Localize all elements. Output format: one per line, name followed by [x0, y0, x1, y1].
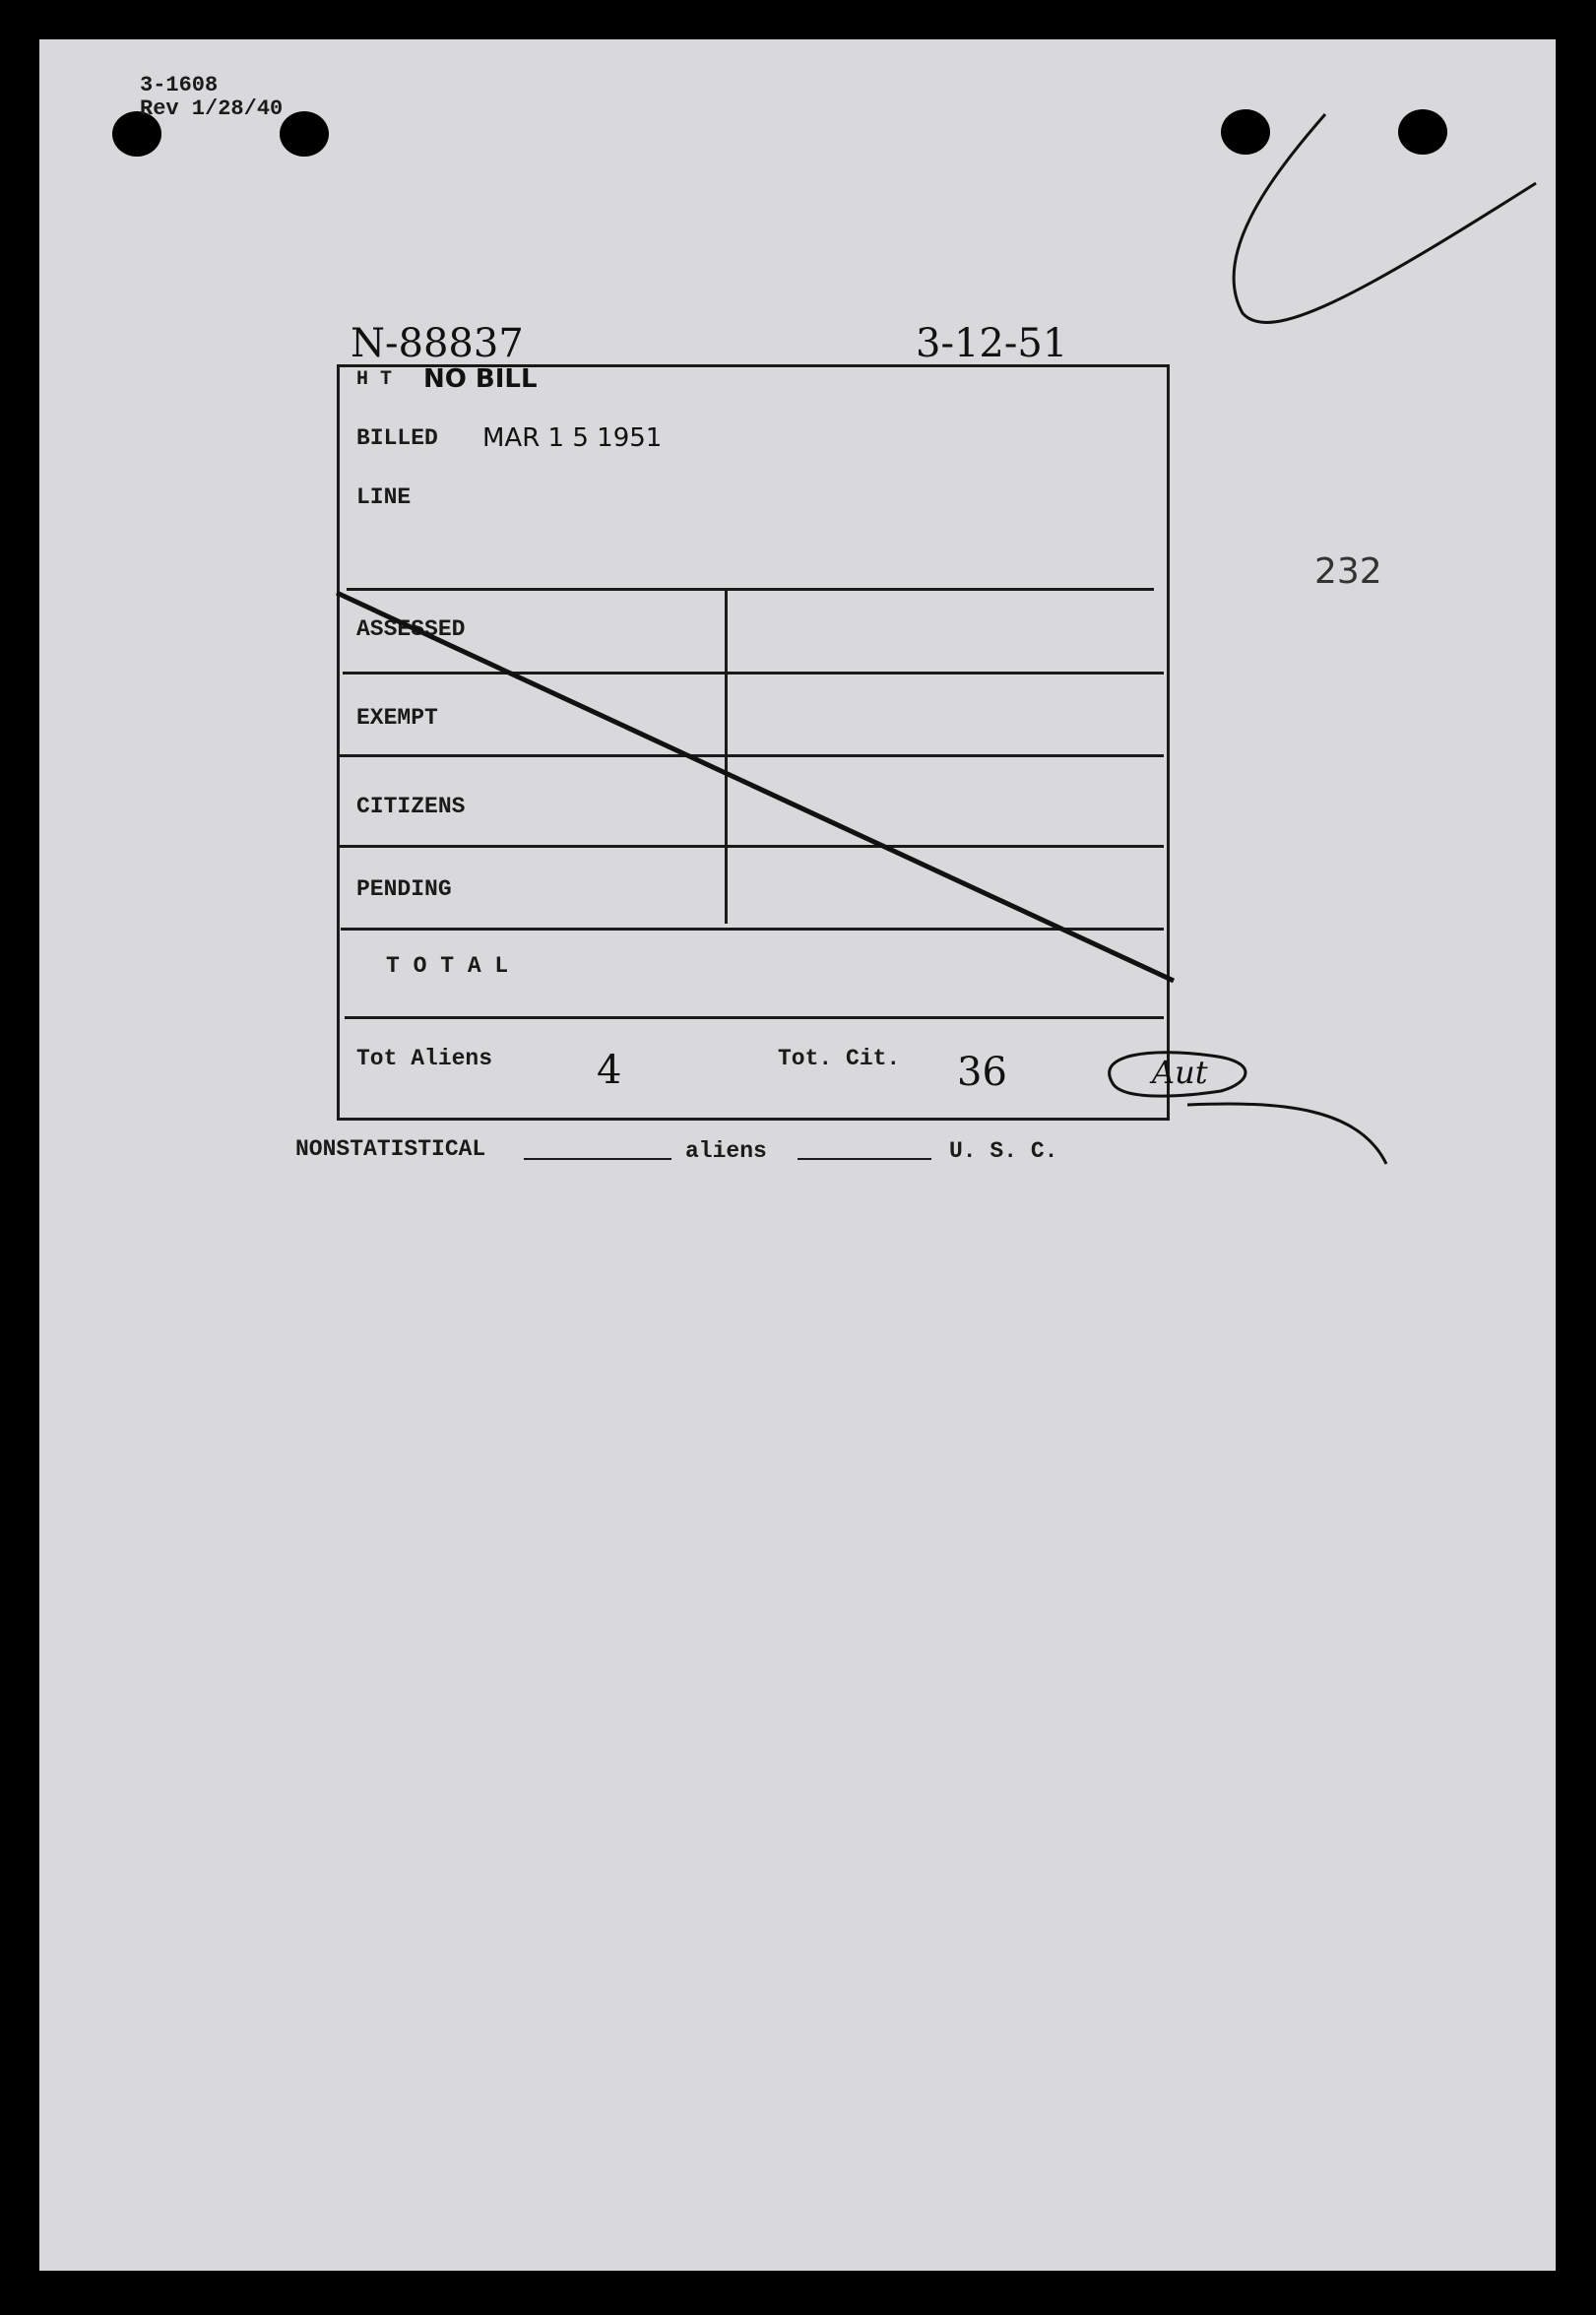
usc-label: U. S. C. [949, 1138, 1058, 1164]
page-number: 232 [1314, 551, 1382, 592]
signature-tail [1187, 1104, 1386, 1164]
tot-cit-value: 36 [957, 1050, 1007, 1095]
tot-aliens-value: 4 [597, 1048, 622, 1093]
initials: Aut [1152, 1054, 1208, 1091]
aliens-label: aliens [685, 1138, 767, 1164]
row-label-assessed: ASSESSED [356, 616, 466, 642]
pen-flourish [1234, 114, 1536, 323]
form-id: 3-1608 [140, 73, 219, 97]
tot-cit-label: Tot. Cit. [778, 1046, 901, 1071]
billed-date-stamp: MAR 1 5 1951 [482, 423, 663, 453]
line-label: LINE [356, 484, 412, 510]
file-number: N-88837 [351, 321, 524, 366]
row-label-exempt: EXEMPT [356, 705, 438, 731]
total-label: T O T A L [386, 953, 509, 979]
row-label-citizens: CITIZENS [356, 794, 466, 819]
billed-label: BILLED [356, 425, 438, 451]
ht-label: H T [356, 368, 393, 391]
cancel-slash [337, 593, 1174, 981]
row-label-pending: PENDING [356, 876, 452, 902]
form-revision: Rev 1/28/40 [140, 96, 284, 121]
nonstatistical-label: NONSTATISTICAL [295, 1136, 486, 1162]
handwritten-date: 3-12-51 [916, 321, 1068, 366]
no-bill-stamp: NO BILL [423, 364, 538, 394]
tot-aliens-label: Tot Aliens [356, 1046, 493, 1071]
initials-loop [1110, 1053, 1245, 1096]
